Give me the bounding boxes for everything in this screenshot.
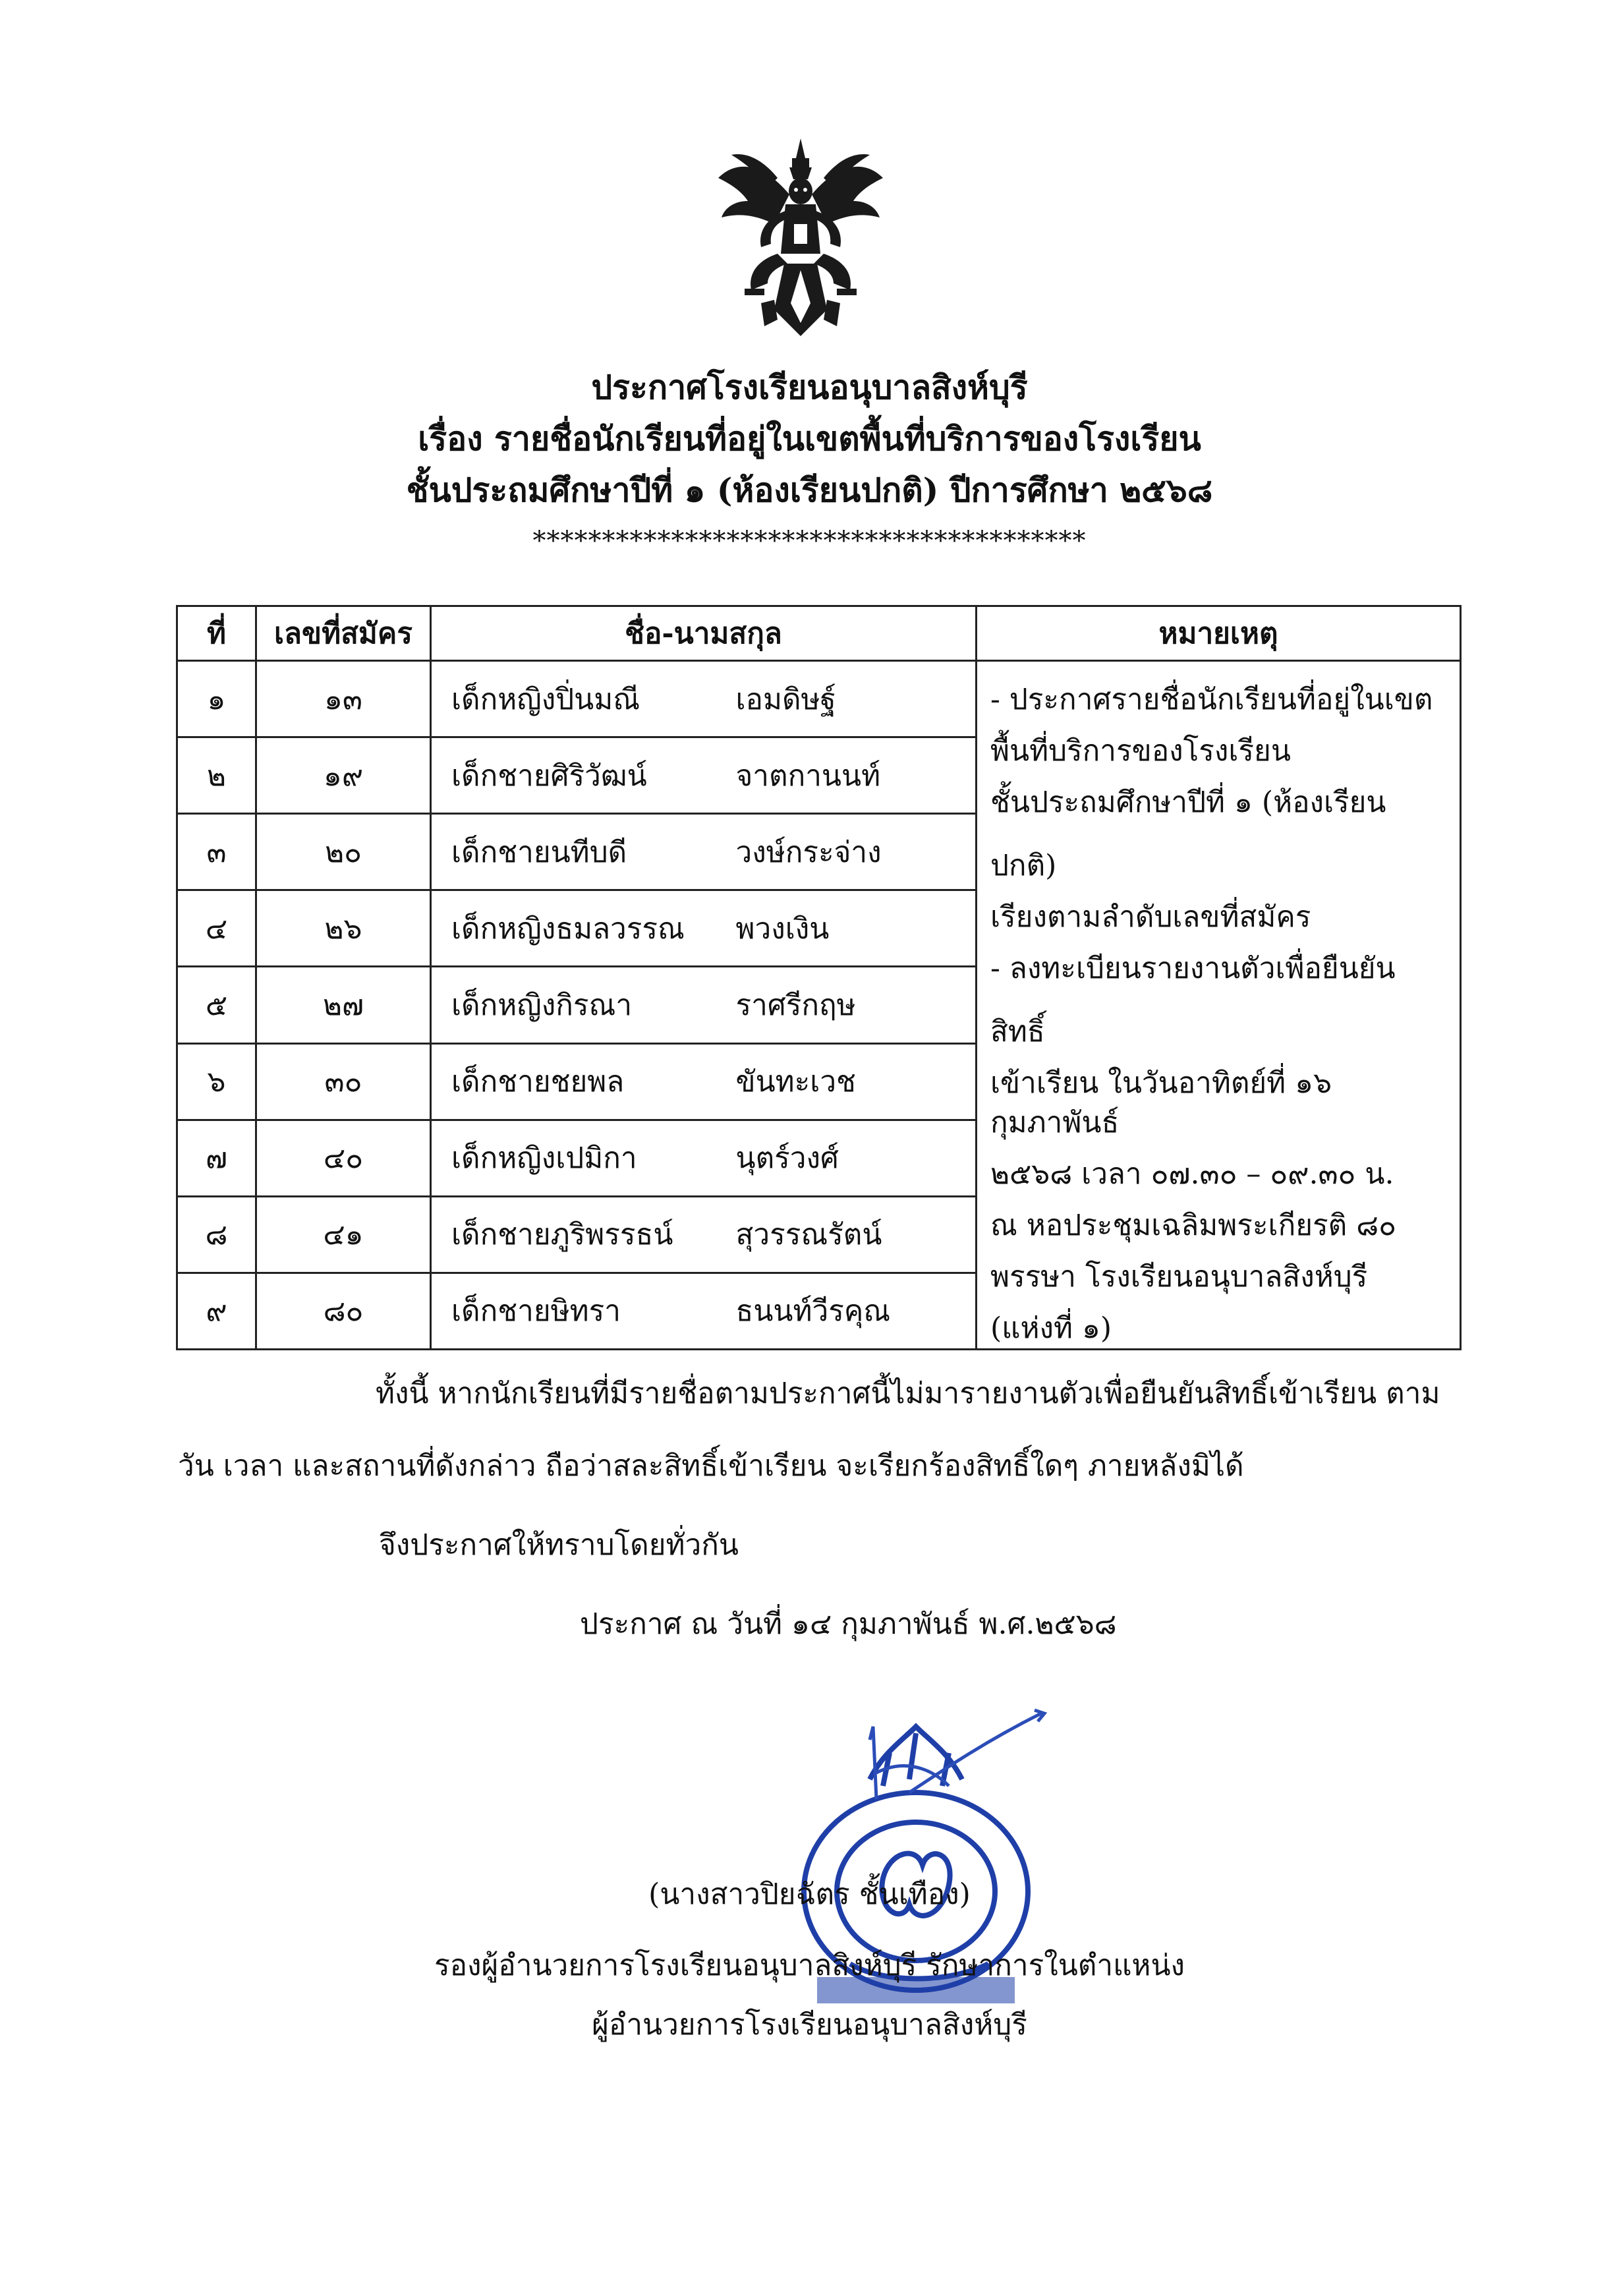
row-no: ๒ [177,737,256,814]
remark-line: ๒๕๖๘ เวลา ๐๗.๓๐ – ๐๙.๓๐ น. [990,1157,1394,1191]
row-application-no: ๒๐ [256,814,431,890]
row-no: ๙ [177,1273,256,1349]
conditions-paragraph [178,1358,1463,1503]
row-first-name: เด็กหญิงกิรณา [431,967,723,1043]
row-no: ๕ [177,967,256,1043]
remark-line: พรรษา โรงเรียนอนุบาลสิงห์บุรี [990,1260,1368,1294]
row-application-no: ๓๐ [256,1043,431,1120]
row-application-no: ๘๐ [256,1273,431,1349]
row-first-name: เด็กชายชยพล [431,1043,723,1120]
row-application-no: ๑๓ [256,661,431,737]
signatory-position-1: รองผู้อำนวยการโรงเรียนอนุบาลสิงห์บุรี รักษาการในตำแหน่ง [434,1949,1185,1982]
row-no: ๗ [177,1120,256,1196]
conditions-text: ทั้งนี้ หากนักเรียนที่มีรายชื่อตามประกาศนี้ไม่มารายงานตัวเพื่อยืนยันสิทธิ์เข้าเรียน ตามวัน เวลา และสถานที่ดังกล่าว ถือว่าสละสิทธิ์เข้าเรียน จะเรียกร้องสิทธิ์ใดๆ ภายหลังมิได้ [178,1377,1440,1483]
row-first-name: เด็กชายนทีบดี [431,814,723,890]
header-remark: หมายเหตุ [977,606,1461,661]
row-no: ๑ [177,661,256,737]
row-no: ๔ [177,890,256,967]
row-no: ๖ [177,1043,256,1120]
document-subject: เรื่อง รายชื่อนักเรียนที่อยู่ในเขตพื้นที่บริการของโรงเรียน [418,419,1201,458]
row-last-name: ราศรีกฤษ [723,967,977,1043]
table-row [177,661,1461,737]
row-application-no: ๒๗ [256,967,431,1043]
announce-line: จึงประกาศให้ทราบโดยทั่วกัน [379,1528,739,1562]
row-last-name: พวงเงิน [723,890,977,967]
row-last-name: วงษ์กระจ่าง [723,814,977,890]
row-no: ๓ [177,814,256,890]
document-title: ประกาศโรงเรียนอนุบาลสิงห์บุรี [591,368,1028,407]
garuda-emblem-icon [712,138,890,349]
row-last-name: สุวรรณรัตน์ [723,1196,977,1273]
document-level: ชั้นประถมศึกษาปีที่ ๑ (ห้องเรียนปกติ) ปีการศึกษา ๒๕๖๘ [406,471,1213,509]
row-first-name: เด็กชายภูริพรรธน์ [431,1196,723,1273]
row-application-no: ๒๖ [256,890,431,967]
row-first-name: เด็กหญิงเปมิกา [431,1120,723,1196]
row-application-no: ๔๐ [256,1120,431,1196]
remark-line: - ลงทะเบียนรายงานตัวเพื่อยืนยันสิทธิ์ [990,952,1396,1048]
signatory-name: (นางสาวปิยฉัตร ชั้นเทือง) [648,1878,971,1911]
header-name: ชื่อ-นามสกุล [431,606,977,661]
header-application-no: เลขที่สมัคร [256,606,431,661]
student-table [176,605,1462,1350]
remark-line: เรียงตามลำดับเลขที่สมัคร [990,900,1311,934]
row-last-name: ธนนท์วีรคุณ [723,1273,977,1349]
remark-cell [977,661,1461,1350]
remark-line: ชั้นประถมศึกษาปีที่ ๑ (ห้องเรียนปกติ) [990,786,1386,882]
remark-line: ณ หอประชุมเฉลิมพระเกียรติ ๘๐ [990,1209,1396,1242]
row-application-no: ๑๙ [256,737,431,814]
remark-line: เข้าเรียน ในวันอาทิตย์ที่ ๑๖ กุมภาพันธ์ [990,1066,1332,1139]
row-first-name: เด็กหญิงปิ่นมณี [431,661,723,737]
row-last-name: นุตร์วงศ์ [723,1120,977,1196]
row-first-name: เด็กหญิงธมลวรรณ [431,890,723,967]
header-no: ที่ [177,606,256,661]
announcement-date: ประกาศ ณ วันที่ ๑๔ กุมภาพันธ์ พ.ศ.๒๕๖๘ [580,1607,1117,1641]
divider-line: **************************************** [532,526,1087,556]
remark-line: - ประกาศรายชื่อนักเรียนที่อยู่ในเขต [990,683,1433,716]
remark-line: (แห่งที่ ๑) [990,1311,1112,1345]
signatory-position-2: ผู้อำนวยการโรงเรียนอนุบาลสิงห์บุรี [592,2008,1027,2042]
row-first-name: เด็กชายษิทรา [431,1273,723,1349]
row-last-name: จาตกานนท์ [723,737,977,814]
row-last-name: ขันทะเวช [723,1043,977,1120]
row-no: ๘ [177,1196,256,1273]
remark-line: พื้นที่บริการของโรงเรียน [990,734,1291,768]
row-last-name: เอมดิษฐ์ [723,661,977,737]
row-application-no: ๔๑ [256,1196,431,1273]
row-first-name: เด็กชายศิริวัฒน์ [431,737,723,814]
table-header-row [177,606,1461,661]
